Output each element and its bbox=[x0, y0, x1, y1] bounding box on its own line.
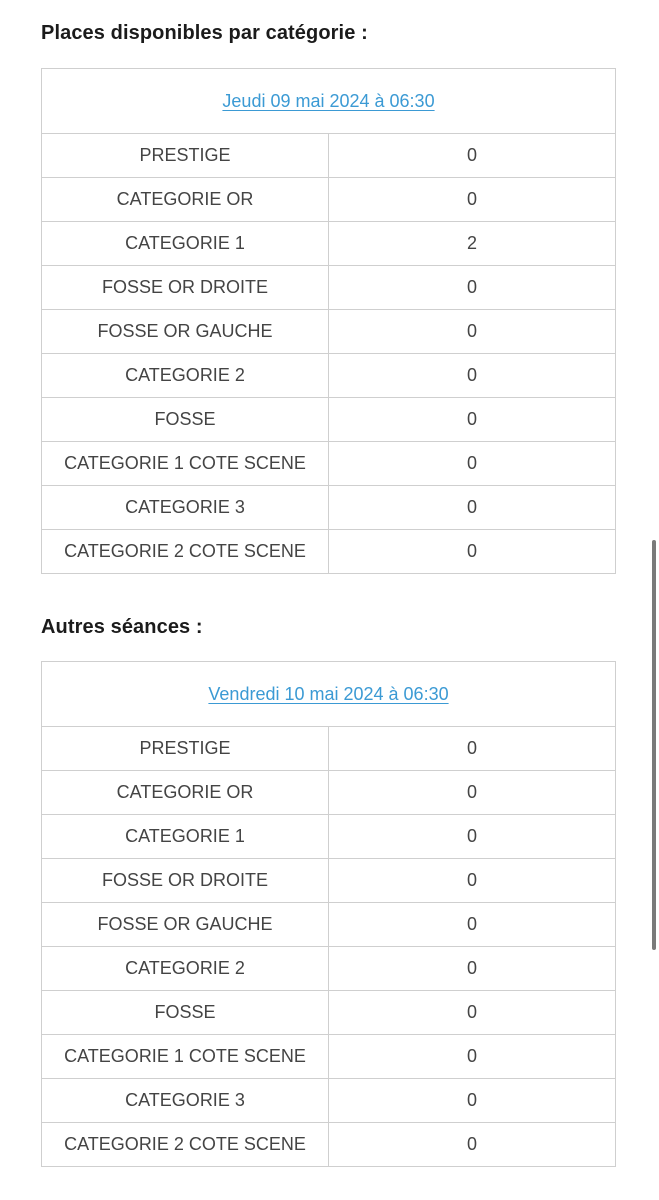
category-cell: CATEGORIE 3 bbox=[42, 486, 329, 530]
table-row bbox=[42, 903, 616, 947]
category-cell: CATEGORIE 1 bbox=[42, 222, 329, 266]
available-count-cell: 0 bbox=[329, 903, 616, 947]
available-count-cell: 0 bbox=[329, 442, 616, 486]
available-count-cell: 0 bbox=[329, 354, 616, 398]
table-row bbox=[42, 486, 616, 530]
available-count-cell: 0 bbox=[329, 310, 616, 354]
table-row bbox=[42, 1123, 616, 1167]
available-count-cell: 0 bbox=[329, 947, 616, 991]
table-row bbox=[42, 859, 616, 903]
date-row bbox=[42, 662, 616, 727]
category-cell: FOSSE OR GAUCHE bbox=[42, 310, 329, 354]
available-count-cell: 0 bbox=[329, 398, 616, 442]
table-row bbox=[42, 442, 616, 486]
category-cell: CATEGORIE 1 bbox=[42, 815, 329, 859]
category-cell: CATEGORIE 2 COTE SCENE bbox=[42, 530, 329, 574]
category-cell: CATEGORIE 1 COTE SCENE bbox=[42, 1035, 329, 1079]
table-row bbox=[42, 222, 616, 266]
available-count-cell: 0 bbox=[329, 815, 616, 859]
availability-table-session-1 bbox=[41, 68, 616, 574]
category-cell: CATEGORIE 2 bbox=[42, 947, 329, 991]
category-cell: CATEGORIE 3 bbox=[42, 1079, 329, 1123]
availability-table-session-2 bbox=[41, 661, 616, 1167]
date-row bbox=[42, 69, 616, 134]
table-row bbox=[42, 727, 616, 771]
table-row bbox=[42, 815, 616, 859]
available-count-cell: 0 bbox=[329, 727, 616, 771]
table-row bbox=[42, 530, 616, 574]
session-date-link[interactable]: Jeudi 09 mai 2024 à 06:30 bbox=[222, 90, 435, 111]
category-cell: CATEGORIE OR bbox=[42, 771, 329, 815]
table-row bbox=[42, 354, 616, 398]
category-cell: FOSSE bbox=[42, 398, 329, 442]
available-count-cell: 0 bbox=[329, 486, 616, 530]
available-count-cell: 0 bbox=[329, 1123, 616, 1167]
available-count-cell: 0 bbox=[329, 859, 616, 903]
section-title-other-sessions: Autres séances : bbox=[41, 616, 203, 638]
scrollbar-thumb[interactable] bbox=[652, 540, 656, 950]
table-row bbox=[42, 1079, 616, 1123]
table-row bbox=[42, 991, 616, 1035]
category-cell: CATEGORIE 2 bbox=[42, 354, 329, 398]
available-count-cell: 0 bbox=[329, 266, 616, 310]
date-cell bbox=[42, 69, 616, 134]
table-row bbox=[42, 266, 616, 310]
available-count-cell: 0 bbox=[329, 771, 616, 815]
table-row bbox=[42, 134, 616, 178]
category-cell: PRESTIGE bbox=[42, 134, 329, 178]
category-cell: FOSSE bbox=[42, 991, 329, 1035]
table-row bbox=[42, 178, 616, 222]
table-row bbox=[42, 310, 616, 354]
section-title-availability: Places disponibles par catégorie : bbox=[41, 22, 368, 44]
session-date-link[interactable]: Vendredi 10 mai 2024 à 06:30 bbox=[208, 683, 449, 704]
table-row bbox=[42, 771, 616, 815]
table-row bbox=[42, 947, 616, 991]
available-count-cell: 0 bbox=[329, 991, 616, 1035]
available-count-cell: 0 bbox=[329, 1079, 616, 1123]
available-count-cell: 0 bbox=[329, 178, 616, 222]
category-cell: PRESTIGE bbox=[42, 727, 329, 771]
available-count-cell: 0 bbox=[329, 134, 616, 178]
category-cell: CATEGORIE OR bbox=[42, 178, 329, 222]
category-cell: FOSSE OR DROITE bbox=[42, 266, 329, 310]
date-cell bbox=[42, 662, 616, 727]
available-count-cell: 0 bbox=[329, 1035, 616, 1079]
table-row bbox=[42, 1035, 616, 1079]
category-cell: CATEGORIE 2 COTE SCENE bbox=[42, 1123, 329, 1167]
category-cell: CATEGORIE 1 COTE SCENE bbox=[42, 442, 329, 486]
available-count-cell: 0 bbox=[329, 530, 616, 574]
category-cell: FOSSE OR DROITE bbox=[42, 859, 329, 903]
table-row bbox=[42, 398, 616, 442]
category-cell: FOSSE OR GAUCHE bbox=[42, 903, 329, 947]
available-count-cell: 2 bbox=[329, 222, 616, 266]
